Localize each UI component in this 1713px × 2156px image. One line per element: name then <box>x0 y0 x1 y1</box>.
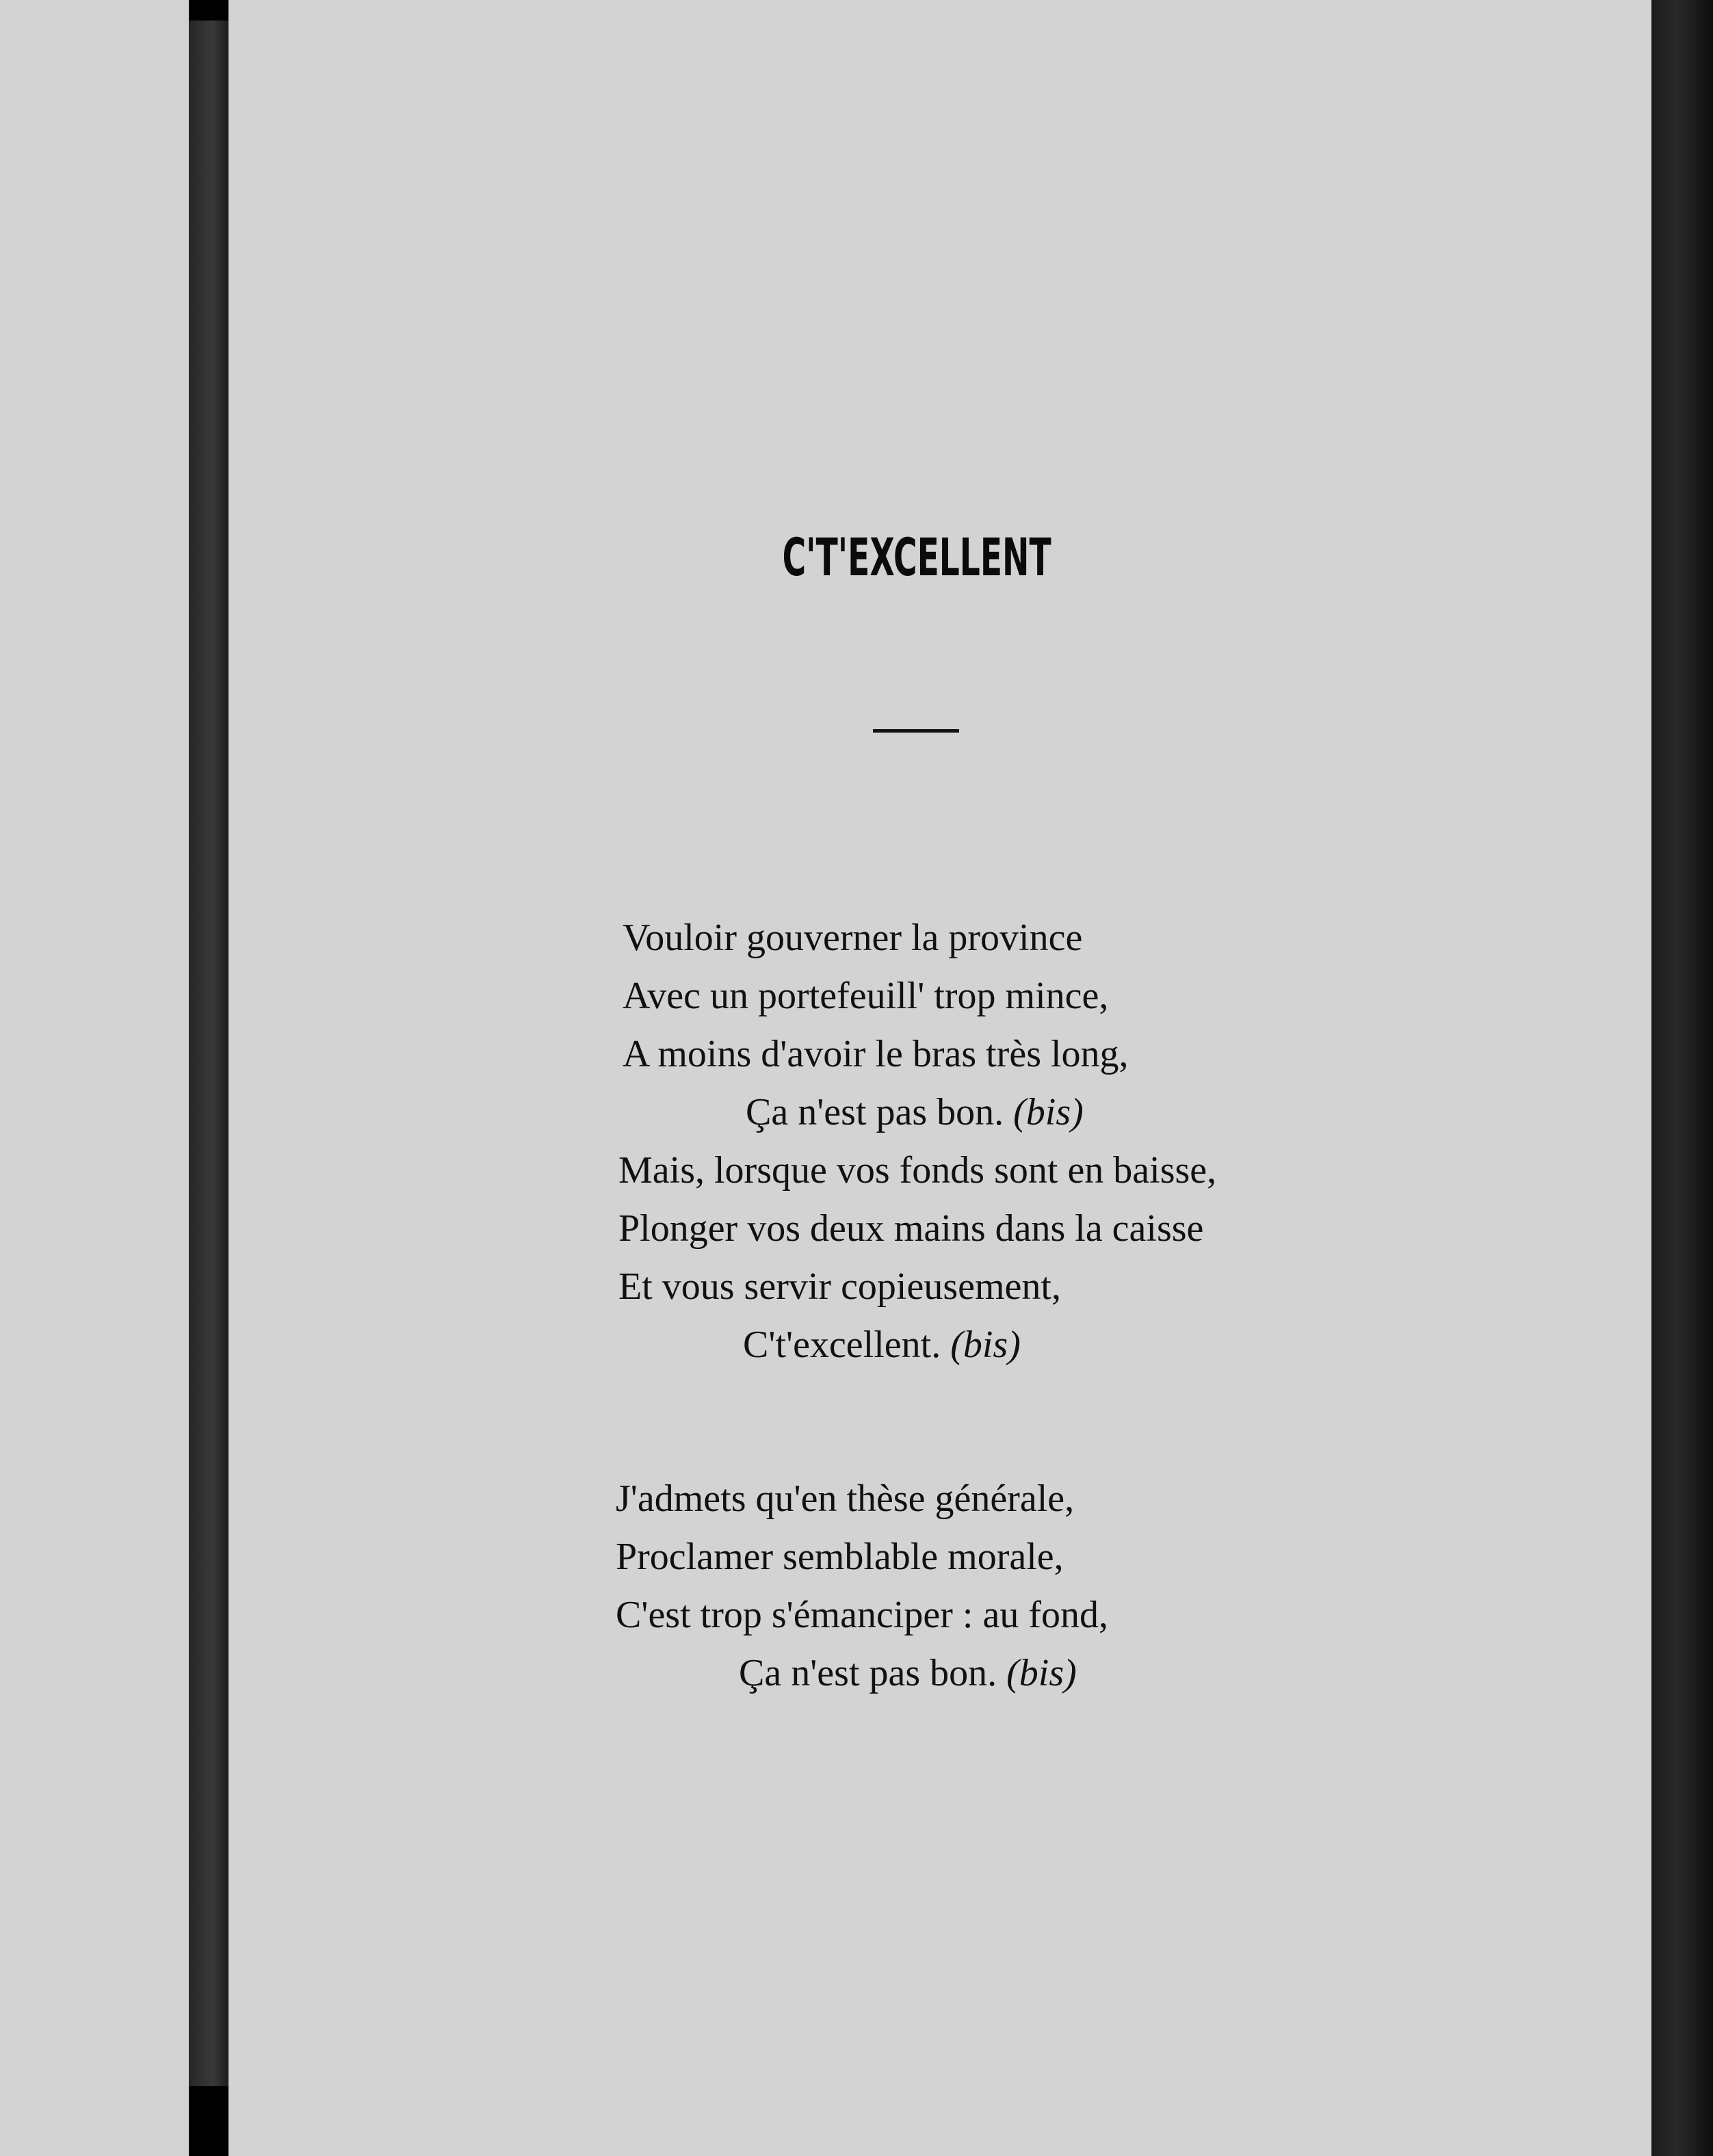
refrain-line: Ça n'est pas bon. (bis) <box>739 1652 1077 1694</box>
verse-line: J'admets qu'en thèse générale, <box>616 1477 1075 1520</box>
bis-marker: (bis) <box>1006 1652 1077 1694</box>
book-gutter <box>189 21 228 2086</box>
verse-line: C'est trop s'émanciper : au fond, <box>616 1594 1108 1636</box>
refrain-line: Ça n'est pas bon. (bis) <box>746 1091 1084 1133</box>
verse-line: Mais, lorsque vos fonds sont en baisse, <box>618 1149 1217 1192</box>
left-page-margin <box>0 0 189 2156</box>
bis-marker: (bis) <box>1013 1091 1084 1133</box>
verse-line: Avec un portefeuill' trop mince, <box>623 975 1109 1017</box>
verse-line: Vouloir gouverner la province <box>623 917 1083 959</box>
poem-title: C'T'EXCELLENT <box>782 527 1051 588</box>
refrain-line: C't'excellent. (bis) <box>743 1324 1021 1366</box>
title-divider <box>873 729 959 733</box>
verse-line: Plonger vos deux mains dans la caisse <box>618 1207 1204 1250</box>
bis-marker: (bis) <box>950 1324 1021 1366</box>
page-edge <box>1651 0 1713 2156</box>
verse-line: Et vous servir copieusement, <box>618 1265 1061 1308</box>
verse-line: A moins d'avoir le bras très long, <box>623 1033 1129 1075</box>
verse-line: Proclamer semblable morale, <box>616 1536 1064 1578</box>
book-page <box>228 0 1651 2156</box>
